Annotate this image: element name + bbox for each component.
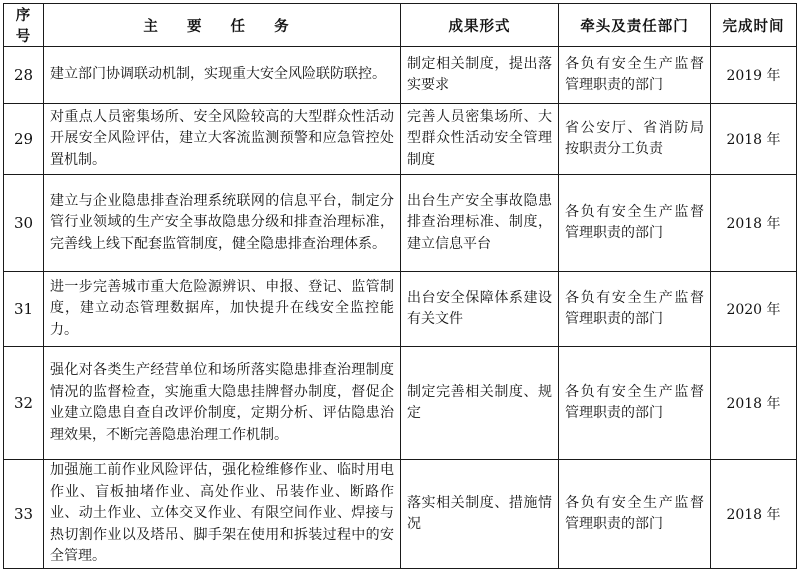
row-time: 2018 年 [711, 104, 797, 175]
row-dept: 各负有安全生产监督管理职责的部门 [559, 272, 711, 347]
row-no: 32 [4, 347, 44, 460]
table-row [4, 104, 797, 175]
row-time: 2019 年 [711, 47, 797, 104]
row-result: 出台生产安全事故隐患排查治理标准、制度，建立信息平台 [401, 175, 559, 272]
row-result: 制定相关制度，提出落实要求 [401, 47, 559, 104]
row-dept: 各负有安全生产监督管理职责的部门 [559, 47, 711, 104]
header-dept: 牵头及责任部门 [559, 4, 711, 47]
table-row [4, 272, 797, 347]
row-time: 2018 年 [711, 175, 797, 272]
row-no: 33 [4, 460, 44, 569]
row-no: 31 [4, 272, 44, 347]
row-task: 建立部门协调联动机制，实现重大安全风险联防联控。 [44, 47, 401, 104]
table-row [4, 47, 797, 104]
header-no: 序号 [4, 4, 44, 47]
row-result: 出台安全保障体系建设有关文件 [401, 272, 559, 347]
row-task: 对重点人员密集场所、安全风险较高的大型群众性活动开展安全风险评估，建立大客流监测预警和应急管控处置机制。 [44, 104, 401, 175]
row-dept: 省公安厅、省消防局按职责分工负责 [559, 104, 711, 175]
row-no: 29 [4, 104, 44, 175]
row-task: 进一步完善城市重大危险源辨识、申报、登记、监管制度，建立动态管理数据库，加快提升在线安全监控能力。 [44, 272, 401, 347]
header-time: 完成时间 [711, 4, 797, 47]
row-result: 完善人员密集场所、大型群众性活动安全管理制度 [401, 104, 559, 175]
row-task: 建立与企业隐患排查治理系统联网的信息平台，制定分管行业领域的生产安全事故隐患分级和排查治理标准，完善线上线下配套监管制度，健全隐患排查治理体系。 [44, 175, 401, 272]
table-row [4, 347, 797, 460]
row-task: 强化对各类生产经营单位和场所落实隐患排查治理制度情况的监督检查，实施重大隐患挂牌督办制度，督促企业建立隐患自查自改评价制度，定期分析、评估隐患治理效果，不断完善隐患治理工作机制。 [44, 347, 401, 460]
row-result: 制定完善相关制度、规定 [401, 347, 559, 460]
task-table [3, 3, 797, 569]
row-no: 28 [4, 47, 44, 104]
header-row [4, 4, 797, 47]
row-time: 2020 年 [711, 272, 797, 347]
row-time: 2018 年 [711, 347, 797, 460]
row-time: 2018 年 [711, 460, 797, 569]
header-task: 主 要 任 务 [44, 4, 401, 47]
table-row [4, 175, 797, 272]
header-result: 成果形式 [401, 4, 559, 47]
table-row [4, 460, 797, 569]
row-no: 30 [4, 175, 44, 272]
row-dept: 各负有安全生产监督管理职责的部门 [559, 175, 711, 272]
row-task: 加强施工前作业风险评估，强化检维修作业、临时用电作业、盲板抽堵作业、高处作业、吊装作业、断路作业、动土作业、立体交叉作业、有限空间作业、焊接与热切割作业以及塔吊、脚手架在使用和拆装过程中的安全管理。 [44, 460, 401, 569]
row-result: 落实相关制度、措施情况 [401, 460, 559, 569]
row-dept: 各负有安全生产监督管理职责的部门 [559, 460, 711, 569]
row-dept: 各负有安全生产监督管理职责的部门 [559, 347, 711, 460]
